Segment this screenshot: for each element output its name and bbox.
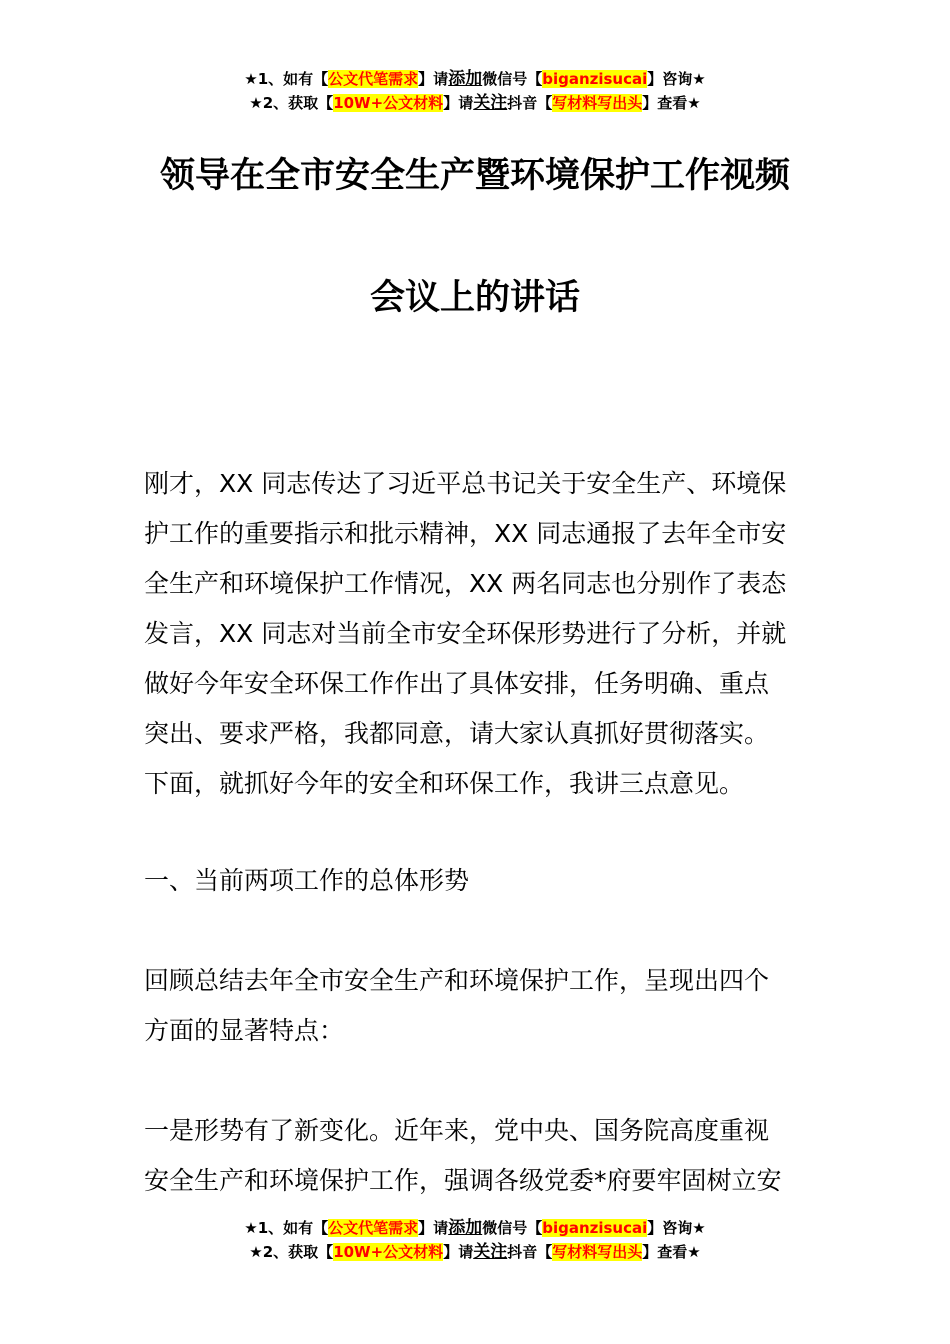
text-line: 发言，XX 同志对当前全市安全环保形势进行了分析，并就 <box>144 619 787 648</box>
promo-text: ★2、获取【 <box>249 94 334 112</box>
text-line: 下面，就抓好今年的安全和环保工作，我讲三点意见。 <box>144 769 745 798</box>
promo-highlight: biganzisucai <box>542 1219 648 1237</box>
promo-highlight: 10W+公文材料 <box>333 94 444 112</box>
promo-text: 抖音【 <box>507 1243 553 1261</box>
promo-text: 微信号【 <box>482 1219 543 1237</box>
text-line: 回顾总结去年全市安全生产和环境保护工作，呈现出四个 <box>144 966 770 995</box>
promo-highlight: 公文代笔需求 <box>328 1219 419 1237</box>
promo-highlight: 写材料写出头 <box>552 94 643 112</box>
promo-emphasis: 添加 <box>448 1218 483 1238</box>
text-line: 做好今年安全环保工作作出了具体安排，任务明确、重点 <box>144 669 770 698</box>
promo-text: 微信号【 <box>482 70 543 88</box>
promo-highlight: 写材料写出头 <box>552 1243 643 1261</box>
promo-highlight: 公文代笔需求 <box>328 70 419 88</box>
text-line: 方面的显著特点： <box>144 1016 345 1045</box>
promo-line-1 <box>0 1216 950 1240</box>
promo-line-1 <box>0 67 950 91</box>
body-paragraph-point-1 <box>144 1106 824 1206</box>
promo-text: 】请 <box>443 1243 474 1261</box>
header-promo-banner <box>0 67 950 115</box>
promo-text: 】查看★ <box>642 1243 701 1261</box>
promo-emphasis: 添加 <box>448 69 483 89</box>
text-line: 突出、要求严格，我都同意，请大家认真抓好贯彻落实。 <box>144 719 770 748</box>
promo-emphasis: 关注 <box>473 93 508 113</box>
text-line: 一、当前两项工作的总体形势 <box>144 866 470 895</box>
text-line: 护工作的重要指示和批示精神，XX 同志通报了去年全市安 <box>144 519 787 548</box>
promo-emphasis: 关注 <box>473 1242 508 1262</box>
footer-promo-banner <box>0 1216 950 1264</box>
text-line: 全生产和环境保护工作情况，XX 两名同志也分别作了表态 <box>144 569 787 598</box>
promo-line-2 <box>0 1240 950 1264</box>
body-paragraph-intro <box>144 459 824 809</box>
promo-text: 抖音【 <box>507 94 553 112</box>
promo-line-2 <box>0 91 950 115</box>
promo-highlight: biganzisucai <box>542 70 648 88</box>
text-line: 一是形势有了新变化。近年来，党中央、国务院高度重视 <box>144 1116 770 1145</box>
promo-highlight: 10W+公文材料 <box>333 1243 444 1261</box>
promo-text: ★1、如有【 <box>244 1219 329 1237</box>
promo-text: 】咨询★ <box>647 70 706 88</box>
document-title-line-2: 会议上的讲话 <box>369 278 580 318</box>
text-line: 安全生产和环境保护工作，强调各级党委*府要牢固树立安 <box>144 1166 782 1195</box>
promo-text: 】咨询★ <box>647 1219 706 1237</box>
body-paragraph-review <box>144 956 824 1056</box>
promo-text: 】请 <box>418 70 449 88</box>
promo-text: ★1、如有【 <box>244 70 329 88</box>
promo-text: 】查看★ <box>642 94 701 112</box>
promo-text: 】请 <box>443 94 474 112</box>
promo-text: ★2、获取【 <box>249 1243 334 1261</box>
promo-text: 】请 <box>418 1219 449 1237</box>
text-line: 刚才，XX 同志传达了习近平总书记关于安全生产、环境保 <box>144 469 787 498</box>
document-title-line-1: 领导在全市安全生产暨环境保护工作视频 <box>159 156 790 196</box>
section-heading-1 <box>144 856 824 906</box>
